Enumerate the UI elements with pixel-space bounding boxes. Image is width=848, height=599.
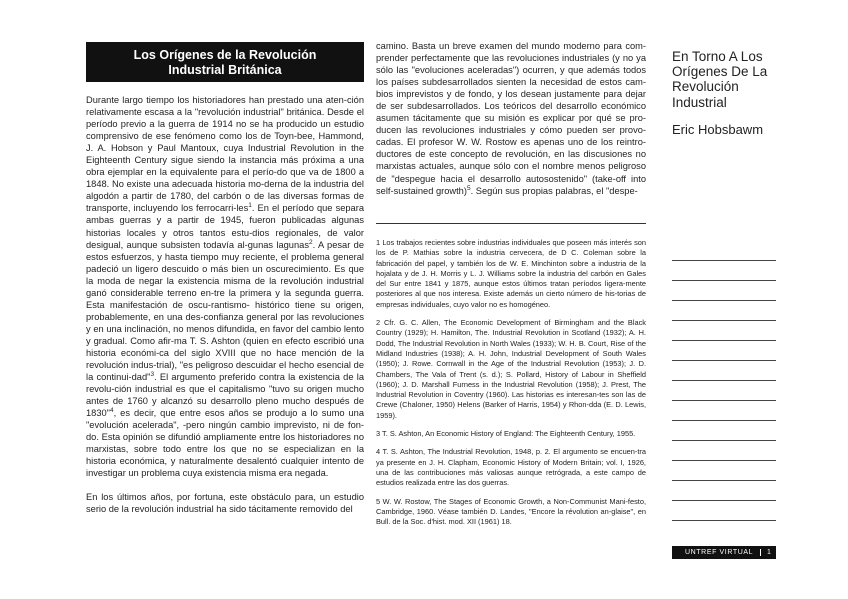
- sidebar-title-line: Orígenes De La: [672, 64, 768, 80]
- paragraph-text: . En el período que separa ambas guerras y a partir de 1945, fueron publicadas algunas historias locales y otros tantos estu-dios regionales, de valor desigual, aunque subsisten todavía al-gunas lagunas: [86, 203, 364, 250]
- page-number: 1: [767, 549, 772, 556]
- paragraph-text: , es decir, que entre esos años se produjo a lo sumo una "evolución acelerada", -pero ningún cambio imprevisto, ni de fon-do. Esta opinión se difundió ampliamente entre los historiadores no marxistas, sobre todo entre los que no se especializan en la historia económica, y naturalmente desalentó cualquier intento de investigar un problema cuya existencia misma era negada.: [86, 408, 364, 479]
- sidebar-author: Eric Hobsbawm: [672, 122, 764, 137]
- sidebar-rule: [672, 420, 776, 421]
- footnote-1: 1 Los trabajos recientes sobre industrias individuales que poseen más interés son los de P. Mathias sobre la industria cervecera, de D C. Coleman sobre la fabricación del papel, y también los de W. E. Minchinton sobre a industria de la hojalata y de J. H. Morris y L. J. Williams sobre la industria del carbón en Gales del Sur entre 1841 y 1875, aunque estos últimos tratan períodos ligera-mente posteriores al que nos interesa. Existe además un cierto número de his-torias de empresas individuales, cuyo valor no es homogéneo.: [376, 238, 646, 309]
- footnote-4: 4 T. S. Ashton, The Industrial Revolution, 1948, p. 2. El argumento se encuen-tra ya presente en J. H. Clapham, Economic History of Modern Britain; vol. I, 1926, una de las contribuciones más valiosas aunque retrógrada, a este campo de estudios realizada entre las dos guerras.: [376, 447, 646, 488]
- footnote-ref: 5: [466, 184, 471, 192]
- footnote-divider: [376, 223, 646, 224]
- chapter-title-line-1: Los Orígenes de la Revolución: [133, 48, 317, 62]
- sidebar-rule: [672, 260, 776, 261]
- footnote-ref: 2: [308, 238, 313, 246]
- sidebar-title-line: Industrial: [672, 94, 727, 110]
- sidebar-rule: [672, 280, 776, 281]
- left-text-column: [86, 94, 364, 515]
- sidebar-rule: [672, 360, 776, 361]
- footnotes: [376, 238, 646, 535]
- footnote-5: 5 W. W. Rostow, The Stages of Economic Growth, a Non-Communist Mani-festo, Cambridge, 1960. Véase también D. Landes, "Encore la révolution an-glaise", en Bull. de la Soc. d'hist. mod. XII (1961) 18.: [376, 496, 646, 527]
- footnote-2: 2 Cfr. G. C. Allen, The Economic Development of Birmingham and the Black Country (1929); H. Hamilton, The. Industrial Revolution in Scotland (1932); A. H. Dodd, The Industrial Revolution in North Wales (1933); W. H. B. Court, Rise of the Midland Industries (1938); A. H. John, Industrial Development of South Wales (1950); J. Rowe. Cornwall in the Age of the Industrial Revolution (1953); J. D. Chambers, The Vala of Trent (s. d.); S. Pollard, History of Labour in Sheffield (1960); J. D. Marshall Furness in the Industrial Revolution (1958); J. Prest, The Industrial Revolution in Coventry (1960). Las historias es interesan-tes son las de Crewe (Chaloner, 1950) Helens (Barker of Harris, 1954) y Rhon-dda (E. D. Lewis, 1959).: [376, 318, 646, 420]
- paragraph-2: En los últimos años, por fortuna, este obstáculo para, un estudio serio de la revolución industrial ha sido tácitamente removido del: [86, 491, 364, 514]
- footnote-ref: 4: [109, 407, 114, 415]
- sidebar-title-line: En Torno A Los: [672, 49, 763, 64]
- paragraph-text: . Según sus propias palabras, el "despe-: [470, 185, 638, 196]
- sidebar-rule: [672, 520, 776, 521]
- sidebar-rule: [672, 480, 776, 481]
- sidebar-rule: [672, 460, 776, 461]
- footer-label: UNTREF VIRTUAL: [685, 549, 754, 556]
- sidebar-document-title: [672, 49, 802, 110]
- sidebar-rule: [672, 300, 776, 301]
- chapter-title-line-2: Industrial Británica: [168, 63, 282, 77]
- footnote-3: 3 T. S. Ashton, An Economic History of England: The Eighteenth Century, 1955.: [376, 429, 636, 439]
- paragraph-text: . A pesar de estos esfuerzos, y hasta tiempo muy reciente, el problema general padeció un ligero descuido o más bien un oscurecimiento. Es que la moda de negar la existencia misma de la revolución industrial ganó considerable terreno en-tre la primera y la segunda guerra. Esta manifestación de oscu-rantismo- histórico tiene su origen, probablemente, en una des-confianza general por las revoluciones y en una inclinación, no menos difundida, en favor del cambio lento y gradual. Como afir-ma T. S. Ashton (quien en efecto escribió una historia económi-ca del siglo XVIII que no hace mención de la revolución indus-trial), "es peligroso descuidar el hecho esencial de la continui-dad": [86, 239, 365, 383]
- paragraph-1: [86, 94, 364, 480]
- sidebar-rule: [672, 440, 776, 441]
- footnote-ref: 1: [248, 202, 252, 210]
- sidebar-rule: [672, 340, 776, 341]
- sidebar-rule: [672, 320, 776, 321]
- sidebar-rule: [672, 400, 776, 401]
- chapter-title-box: [86, 42, 364, 82]
- footer-separator: [760, 549, 761, 556]
- footnote-ref: 3: [150, 370, 155, 378]
- sidebar-rule: [672, 380, 776, 381]
- footer-bar: [672, 546, 776, 559]
- middle-text-column: [376, 40, 646, 197]
- paragraph-text: camino. Basta un breve examen del mundo moderno para com-prender perfectamente que las revoluciones industriales (y no ya sólo las "evoluciones aceleradas") ocurren, y que además todos los países subdesarrollados sienten la necesidad de estos cam-bios imprevistos y de fondo, y los desean justamente para dejar de ser subdesarrollados. Los teóricos del desarrollo económico asumen tácitamente que su misión es explicar por qué se pro-ducen las revoluciones industriales y cómo pueden ser provo-cadas. El profesor W. W. Rostow es apenas uno de los reintro-ductores de este concepto de revolución, en las discusiones no marxistas actuales, aunque sólo con el nombre menos peligroso de "despegue hacia el desarrollo autosostenido" (take-off into self-sustained growth): [376, 41, 646, 196]
- paragraph-continued: [376, 40, 646, 197]
- sidebar-title-line: Revolución: [672, 79, 739, 95]
- sidebar-rule: [672, 500, 776, 501]
- paragraph-text: Durante largo tiempo los historiadores han prestado una aten-ción relativamente escasa a la "revolución industrial" británica. Desde el período previo a la guerra de 1914 no se ha producido un estudio comprensivo de ese fenómeno como los de Toyn-bee, Hammond, J. A. Hobson y Paul Mantoux, cuya Industrial Revolution in the Eighteenth Century sigue siendo la instancia más próxima a una obra ejemplar en la equivalente para el perío-do que va de 1800 a 1848. No existe una adecuada historia mo-derna de la industria del algodón a partir de 1780, del carbón o de las diversas formas de transporte, incluyendo los ferrocarri-les: [86, 95, 364, 214]
- paragraph-text: . El argumento preferido contra la existencia de la revolu-ción industrial es que el capitalismo "tuvo su origen mucho antes de 1760 y alcanzó su desarrollo pleno mucho después de 1830": [86, 372, 364, 419]
